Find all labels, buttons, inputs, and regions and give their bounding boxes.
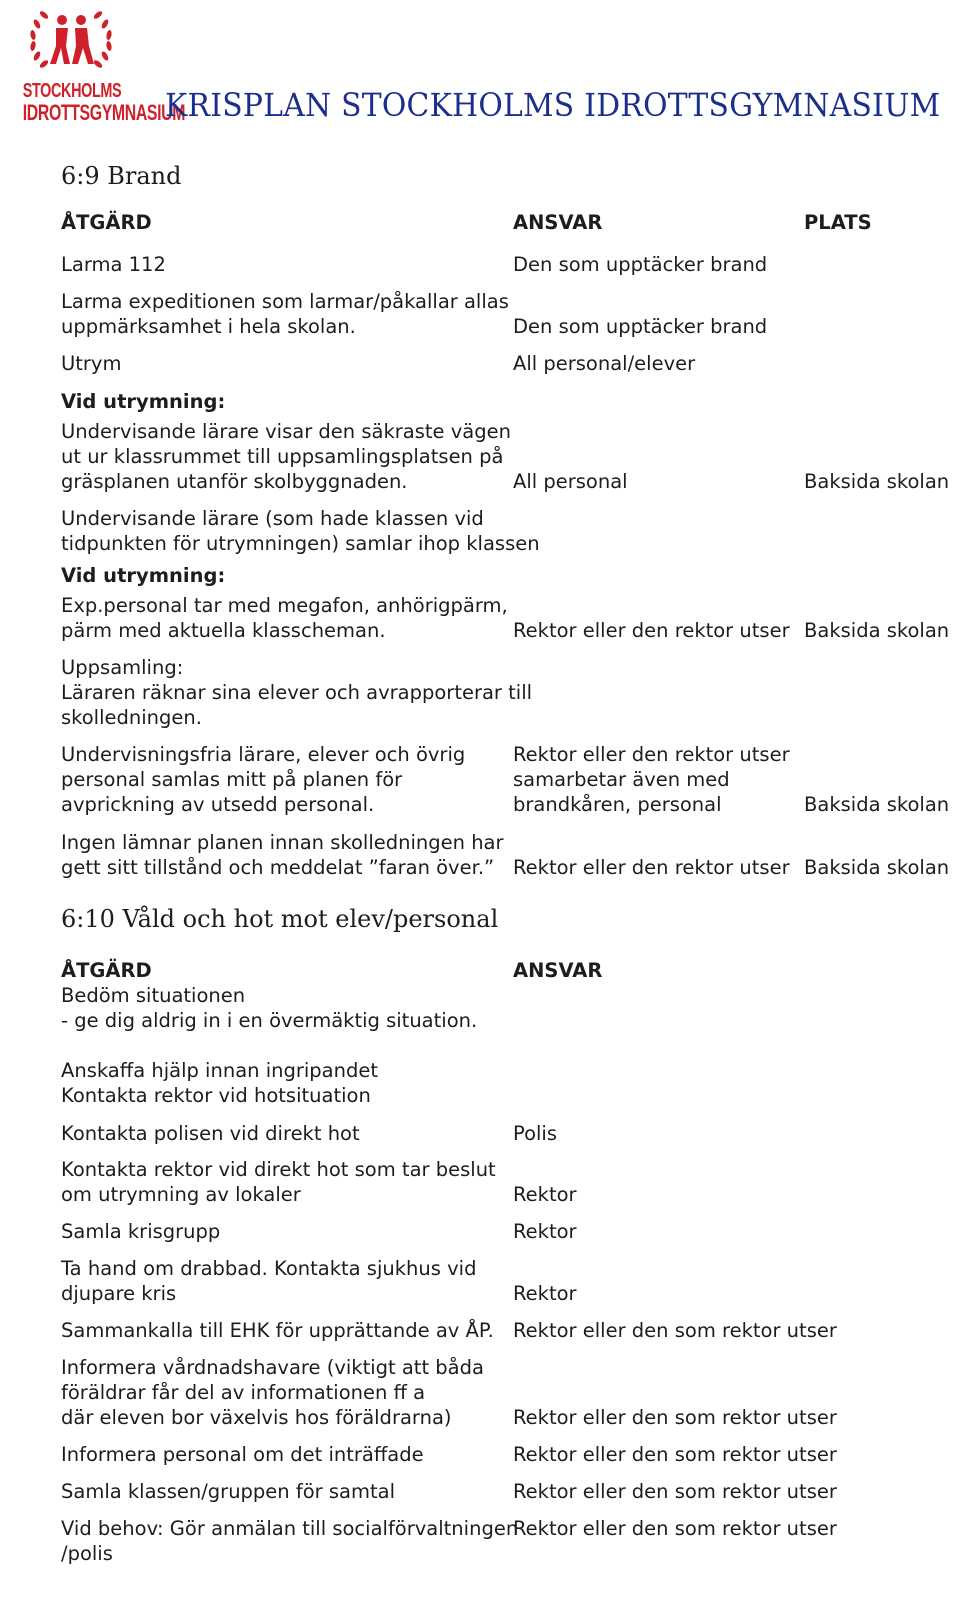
column-header-responsible-2: ANSVAR [513, 959, 603, 982]
responsible-report-social-services: Rektor eller den som rektor utser [513, 1517, 837, 1540]
document-title: KRISPLAN STOCKHOLMS IDROTTSGYMNASIUM [165, 86, 941, 124]
action-uppsamling: Uppsamling: Läraren räknar sina elever och avrapporterar till skolledningen. [61, 656, 533, 729]
responsible-safest-route: All personal [513, 470, 628, 493]
responsible-crisis-group: Rektor [513, 1220, 577, 1243]
column-header-place: PLATS [804, 211, 872, 234]
section-heading-violence: 6:10 Våld och hot mot elev/personal [61, 905, 499, 933]
column-header-action: ÅTGÄRD [61, 211, 152, 234]
responsible-inform-guardians: Rektor eller den som rektor utser [513, 1406, 837, 1429]
logo-text-line2: IDROTTSGYMNASIUM [22, 100, 186, 125]
action-inform-guardians: Informera vårdnadshavare (viktigt att båda föräldrar får del av informationen ff a där eleven bor växelvis hos föräldrarna) [61, 1356, 484, 1429]
action-care-affected: Ta hand om drabbad. Kontakta sjukhus vid djupare kris [61, 1257, 477, 1305]
action-free-teachers: Undervisningsfria lärare, elever och övrig personal samlas mitt på planen för avprickning av utsedd personal. [61, 743, 466, 816]
action-office-staff: Exp.personal tar med megafon, anhörigpärm, pärm med aktuella klasscheman. [61, 594, 508, 642]
place-office-staff: Baksida skolan [804, 619, 950, 642]
action-utrym: Utrym [61, 352, 122, 375]
responsible-contact-police: Polis [513, 1122, 557, 1145]
responsible-care-affected: Rektor [513, 1282, 577, 1305]
school-logo [4, 2, 186, 125]
place-safest-route: Baksida skolan [804, 470, 950, 493]
action-contact-police: Kontakta polisen vid direkt hot [61, 1122, 360, 1145]
responsible-free-teachers: Rektor eller den rektor utser samarbetar även med brandkåren, personal [513, 743, 790, 816]
laurel-runners-emblem [4, 2, 138, 82]
action-inform-staff: Informera personal om det inträffade [61, 1443, 424, 1466]
column-header-responsible: ANSVAR [513, 211, 603, 234]
action-report-social-services: Vid behov: Gör anmälan till socialförvaltningen /polis [61, 1517, 519, 1565]
responsible-gather-class-talk: Rektor eller den som rektor utser [513, 1480, 837, 1503]
responsible-nobody-leaves: Rektor eller den rektor utser [513, 856, 790, 879]
action-ehk: Sammankalla till EHK för upprättande av ÅP. [61, 1319, 494, 1342]
label-vid-utrymning-1: Vid utrymning: [61, 390, 226, 413]
responsible-larma-expedition: Den som upptäcker brand [513, 315, 768, 338]
place-free-teachers: Baksida skolan [804, 793, 950, 816]
action-larma-112: Larma 112 [61, 253, 166, 276]
action-gather-class-talk: Samla klassen/gruppen för samtal [61, 1480, 395, 1503]
responsible-contact-principal: Rektor [513, 1183, 577, 1206]
responsible-larma-112: Den som upptäcker brand [513, 253, 768, 276]
section-heading-brand: 6:9 Brand [61, 162, 182, 190]
column-header-action-2: ÅTGÄRD [61, 959, 152, 982]
responsible-office-staff: Rektor eller den rektor utser [513, 619, 790, 642]
action-contact-principal: Kontakta rektor vid direkt hot som tar beslut om utrymning av lokaler [61, 1158, 496, 1206]
action-nobody-leaves: Ingen lämnar planen innan skolledningen har gett sitt tillstånd och meddelat ”faran över.” [61, 831, 504, 879]
action-crisis-group: Samla krisgrupp [61, 1220, 221, 1243]
responsible-utrym: All personal/elever [513, 352, 696, 375]
label-vid-utrymning-2: Vid utrymning: [61, 564, 226, 587]
responsible-inform-staff: Rektor eller den som rektor utser [513, 1443, 837, 1466]
action-larma-expedition: Larma expeditionen som larmar/påkallar allas uppmärksamhet i hela skolan. [61, 290, 509, 338]
action-gather-class: Undervisande lärare (som hade klassen vid tidpunkten för utrymningen) samlar ihop klassen [61, 507, 540, 555]
action-get-help: Anskaffa hjälp innan ingripandet Kontakta rektor vid hotsituation [61, 1059, 378, 1107]
responsible-ehk: Rektor eller den som rektor utser [513, 1319, 837, 1342]
place-nobody-leaves: Baksida skolan [804, 856, 950, 879]
logo-text-line1: STOCKHOLMS [22, 80, 122, 102]
action-safest-route: Undervisande lärare visar den säkraste vägen ut ur klassrummet till uppsamlingsplatsen på gräsplanen utanför skolbyggnaden. [61, 420, 511, 493]
action-assess-situation: Bedöm situationen - ge dig aldrig in i en övermäktig situation. [61, 984, 478, 1032]
